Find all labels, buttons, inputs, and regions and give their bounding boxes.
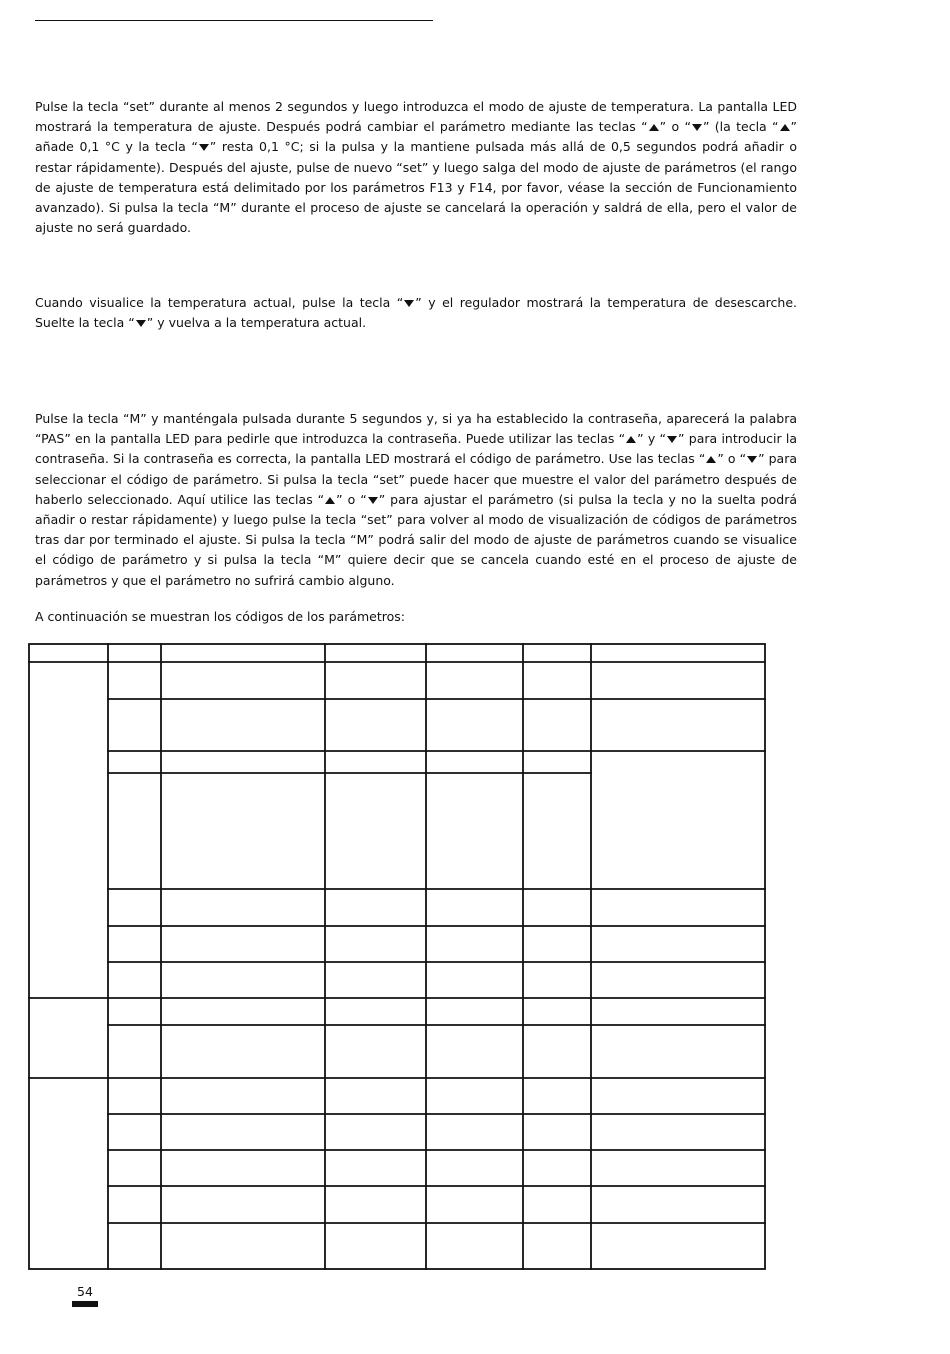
- triangle-up-icon: [626, 436, 636, 443]
- text: ” y “: [637, 431, 667, 447]
- text: ” o “: [717, 451, 747, 467]
- text: ” para ajustar el parámetro (si pulsa la tecla y no la suelta podrá añadir o restar rápidamente) y luego pulse la tecla “set” para volver al modo de visualización de códigos de parámetros tras dar por terminado el ajuste. Si pulsa la tecla “M” podrá salir del modo de ajuste de parámetros cuando se visualice el código de parámetro y si pulsa la tecla “M” quiere decir que se cancela cuando esté en el proceso de ajuste de parámetros y que el parámetro no sufrirá cambio alguno.: [35, 491, 797, 588]
- triangle-down-icon: [692, 124, 702, 131]
- triangle-up-icon: [780, 124, 790, 131]
- text: ” y el regulador mostrará la temperatura de desescarche. Suelte la tecla “: [35, 295, 797, 331]
- paragraph-parameter-setting: [35, 409, 797, 591]
- header-rule: [35, 20, 433, 21]
- text: ” para introducir la contraseña. Si la contraseña es correcta, la pantalla LED mostrará el código de parámetro. Use las teclas “: [35, 431, 797, 467]
- text: ” (la tecla “: [702, 119, 779, 135]
- text: Cuando visualice la temperatura actual, pulse la tecla “: [35, 295, 404, 310]
- text: ” y vuelva a la temperatura actual.: [146, 315, 367, 331]
- triangle-down-icon: [136, 320, 146, 327]
- triangle-down-icon: [368, 497, 378, 504]
- parameter-table: [28, 643, 766, 1270]
- text: Pulse la tecla “M” y manténgala pulsada durante 5 segundos y, si ya ha establecido la contraseña, aparecerá la palabra “PAS” en la pantalla LED para pedirle que introduzca la contraseña. Puede utilizar las teclas “: [35, 411, 797, 447]
- paragraph-parameter-codes-intro: A continuación se muestran los códigos de los parámetros:: [35, 609, 406, 624]
- table-border: [29, 644, 765, 1269]
- text: ” o “: [336, 491, 367, 507]
- paragraph-temperature-setting: [35, 97, 797, 238]
- text: Pulse la tecla “set” durante al menos 2 segundos y luego introduzca el modo de ajuste de temperatura. La pantalla LED mostrará la temperatura de ajuste. Después podrá cambiar el parámetro mediante las teclas “: [35, 99, 797, 135]
- triangle-down-icon: [667, 436, 677, 443]
- text: ” para seleccionar el código de parámetro. Si pulsa la tecla “set” puede hacer que muestre el valor del parámetro después de haberlo seleccionado. Aquí utilice las teclas “: [35, 451, 798, 507]
- paragraph-defrost-temperature: [35, 293, 797, 333]
- text: ” añade 0,1 °C y la tecla “: [35, 119, 798, 155]
- triangle-down-icon: [404, 300, 414, 307]
- triangle-up-icon: [325, 497, 335, 504]
- triangle-down-icon: [747, 456, 757, 463]
- page-number: 54: [77, 1284, 93, 1299]
- text: ” resta 0,1 °C; si la pulsa y la mantiene pulsada más allá de 0,5 segundos podrá añadir o restar rápidamente). Después del ajuste, pulse de nuevo “set” y luego salga del modo de ajuste de parámetros (el rango de ajuste de temperatura está delimitado por los parámetros F13 y F14, por favor, véase la sección de Funcionamiento avanzado). Si pulsa la tecla “M” durante el proceso de ajuste se cancelará la operación y saldrá de ella, pero el valor de ajuste no será guardado.: [35, 139, 797, 236]
- triangle-down-icon: [199, 144, 209, 151]
- triangle-up-icon: [706, 456, 716, 463]
- text: ” o “: [659, 119, 691, 135]
- triangle-up-icon: [649, 124, 659, 131]
- page-number-bar: [72, 1301, 98, 1307]
